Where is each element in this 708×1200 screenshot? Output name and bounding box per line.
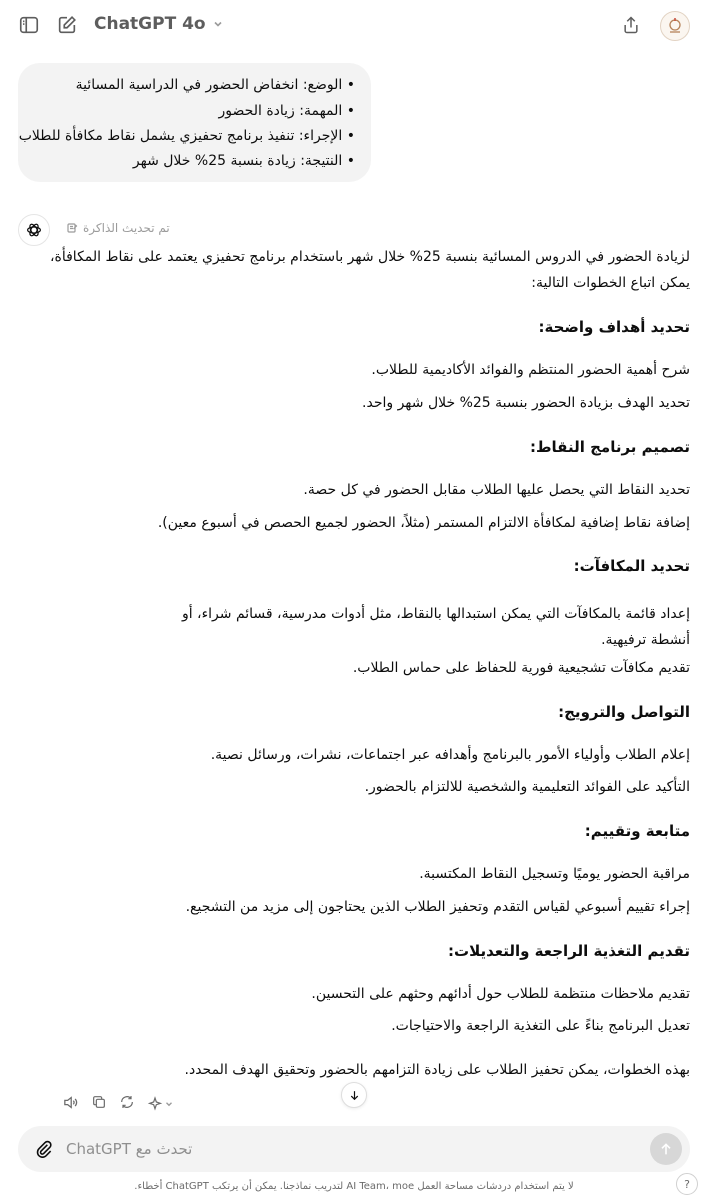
share-icon	[621, 15, 641, 35]
send-button[interactable]	[650, 1133, 682, 1165]
memory-icon	[66, 222, 78, 234]
response-conclusion: بهذه الخطوات، يمكن تحفيز الطلاب على زيادة التزامهم بالحضور وتحقيق الهدف المحدد.	[184, 1062, 690, 1078]
model-switch-button[interactable]	[147, 1096, 174, 1112]
section-heading: تصميم برنامج النقاط:	[529, 438, 690, 456]
response-intro: لزيادة الحضور في الدروس المسائية بنسبة 25% خلال شهر باستخدام برنامج تحفيزي يعتمد على نقاط المكافأة،	[50, 249, 690, 265]
user-message-bubble	[18, 63, 371, 182]
scroll-to-bottom-button[interactable]	[341, 1082, 367, 1108]
chevron-down-icon	[212, 18, 224, 30]
message-composer[interactable]	[18, 1126, 690, 1172]
sparkle-icon	[147, 1096, 163, 1112]
speaker-icon	[62, 1094, 79, 1111]
user-message-line: • الإجراء: تنفيذ برنامج تحفيزي يشمل نقاط مكافأة للطلاب	[18, 128, 355, 144]
memory-updated-indicator[interactable]	[66, 221, 170, 235]
new-chat-button[interactable]	[54, 12, 80, 38]
section-heading: تحديد المكافآت:	[573, 557, 690, 575]
section-item: التأكيد على الفوائد التعليمية والشخصية للالتزام بالحضور.	[364, 779, 690, 795]
assistant-avatar	[18, 214, 50, 246]
sidebar-toggle-icon	[18, 14, 40, 36]
model-name: ChatGPT 4o	[94, 14, 206, 34]
copy-button[interactable]	[91, 1094, 107, 1114]
chevron-down-icon	[164, 1099, 174, 1109]
help-button[interactable]: ?	[676, 1173, 698, 1195]
copy-icon	[91, 1094, 107, 1110]
section-heading: التواصل والترويج:	[558, 703, 690, 721]
section-item: مراقبة الحضور يوميًا وتسجيل النقاط المكتسبة.	[419, 866, 690, 882]
section-item: تقديم مكافآت تشجيعية فورية للحفاظ على حماس الطلاب.	[352, 660, 690, 676]
user-message-line: • المهمة: زيادة الحضور	[218, 103, 355, 119]
section-item: إجراء تقييم أسبوعي لقياس التقدم وتحفيز الطلاب الذين يحتاجون إلى مزيد من التشجيع.	[185, 899, 690, 915]
section-item: تحديد الهدف بزيادة الحضور بنسبة 25% خلال شهر واحد.	[362, 395, 690, 411]
section-item: تقديم ملاحظات منتظمة للطلاب حول أدائهم وحثهم على التحسين.	[311, 986, 690, 1002]
disclaimer: لا يتم استخدام دردشات مساحة العمل AI Team، moe لتدريب نماذجنا. يمكن أن يرتكب ChatGPT أخطاء.	[134, 1181, 574, 1192]
message-actions	[62, 1094, 174, 1114]
arrow-up-icon	[658, 1141, 674, 1157]
model-selector[interactable]	[94, 14, 224, 34]
user-message-line: • النتيجة: زيادة بنسبة 25% خلال شهر	[132, 153, 355, 169]
section-item: إعداد قائمة بالمكافآت التي يمكن استبدالها بالنقاط، مثل أدوات مدرسية، قسائم شراء، أو أنشطة ترفيهية.	[181, 606, 690, 648]
sidebar-toggle-button[interactable]	[16, 12, 42, 38]
attach-button[interactable]	[34, 1139, 54, 1163]
section-heading: تقديم التغذية الراجعة والتعديلات:	[448, 942, 690, 960]
arrow-down-icon	[348, 1089, 361, 1102]
section-item: إضافة نقاط إضافية لمكافأة الالتزام المستمر (مثلاً، الحضور لجميع الحصص في أسبوع معين).	[157, 515, 690, 531]
regenerate-icon	[119, 1094, 135, 1110]
paperclip-icon	[34, 1139, 54, 1159]
section-item: تحديد النقاط التي يحصل عليها الطلاب مقابل الحضور في كل حصة.	[303, 482, 690, 498]
memory-label: تم تحديث الذاكرة	[83, 221, 170, 235]
section-item: شرح أهمية الحضور المنتظم والفوائد الأكاديمية للطلاب.	[371, 362, 690, 378]
user-emblem-icon	[661, 12, 689, 40]
read-aloud-button[interactable]	[62, 1094, 79, 1115]
avatar[interactable]	[660, 11, 690, 41]
section-item: إعلام الطلاب وأولياء الأمور بالبرنامج وأهدافه عبر اجتماعات، نشرات، ورسائل نصية.	[210, 747, 690, 763]
regenerate-button[interactable]	[119, 1094, 135, 1114]
share-button[interactable]	[618, 12, 644, 38]
section-heading: متابعة وتقييم:	[584, 822, 690, 840]
chatgpt-logo-icon	[25, 221, 43, 239]
message-input[interactable]: تحدث مع ChatGPT	[66, 1140, 193, 1158]
response-intro: يمكن اتباع الخطوات التالية:	[531, 275, 690, 291]
user-message-line: • الوضع: انخفاض الحضور في الدراسية المسائية	[75, 77, 355, 93]
section-item: تعديل البرنامج بناءً على التغذية الراجعة والاحتياجات.	[391, 1018, 690, 1034]
top-bar	[0, 0, 708, 52]
new-chat-icon	[56, 14, 78, 36]
section-heading: تحديد أهداف واضحة:	[538, 318, 690, 336]
